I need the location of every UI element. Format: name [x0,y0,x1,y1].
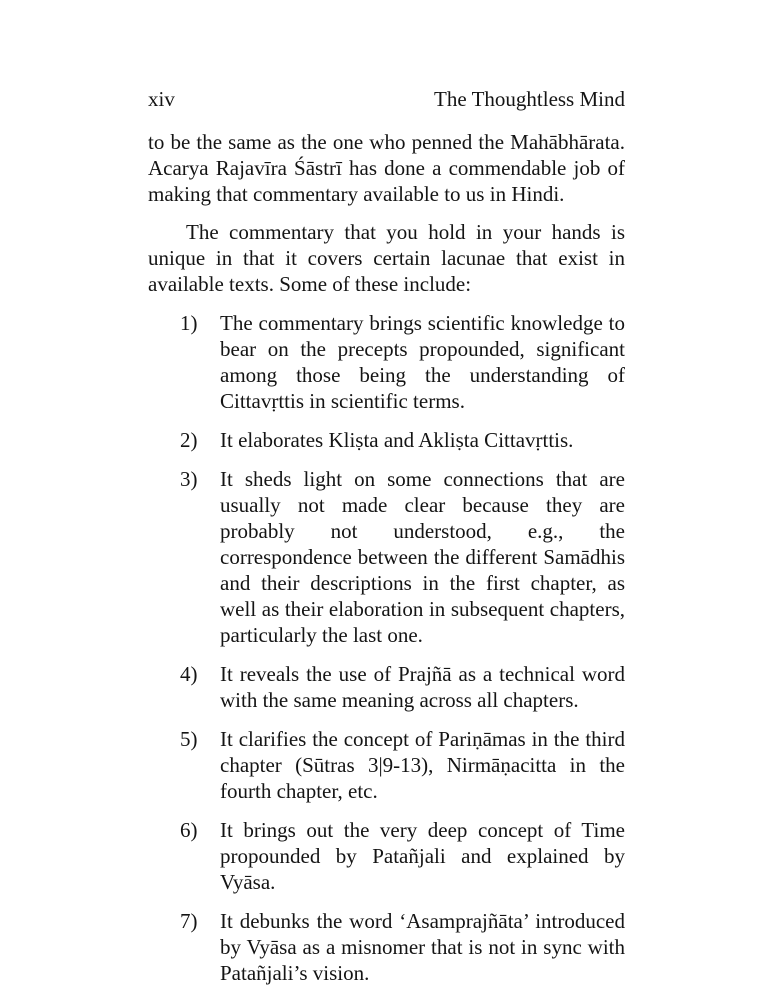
list-item [148,427,625,453]
list-item-text: It debunks the word ‘Asamprajñāta’ introduced by Vyāsa as a misnomer that is not in sync with Patañjali’s vision. [220,909,625,985]
numbered-list [148,310,625,986]
list-item-number: 6) [180,818,198,842]
page-body [148,129,625,986]
running-title: The Thoughtless Mind [434,87,625,111]
list-item [148,661,625,713]
list-item-text: It reveals the use of Prajñā as a technical word with the same meaning across all chapters. [220,662,625,712]
list-item-number: 5) [180,727,198,751]
paragraph-continuation: to be the same as the one who penned the Mahābhārata. Acarya Rajavīra Śāstrī has done a commendable job of making that commentary available to us in Hindi. [148,130,625,206]
list-item-number: 4) [180,662,198,686]
list-item-number: 2) [180,428,198,452]
running-header [148,86,625,112]
list-item-number: 1) [180,311,198,335]
list-item-number: 3) [180,467,198,491]
list-item-text: It brings out the very deep concept of Time propounded by Patañjali and explained by Vyāsa. [220,818,625,894]
list-item-text: It clarifies the concept of Pariṇāmas in the third chapter (Sūtras 3|9-13), Nirmāṇacitta in the fourth chapter, etc. [220,727,625,803]
list-item-text: The commentary brings scientific knowledge to bear on the precepts propounded, significant among those being the understanding of Cittavṛttis in scientific terms. [220,311,625,413]
list-item [148,466,625,648]
list-item [148,817,625,895]
list-item-text: It sheds light on some connections that are usually not made clear because they are probably not understood, e.g., the correspondence between the different Samādhis and their descriptions in the first chapter, as well as their elaboration in subsequent chapters, particularly the last one. [220,467,625,647]
page-number: xiv [148,87,175,111]
list-item [148,908,625,986]
list-item-text: It elaborates Kliṣta and Akliṣta Cittavṛttis. [220,428,574,452]
list-item [148,726,625,804]
list-item-number: 7) [180,909,198,933]
paragraph-intro: The commentary that you hold in your hands is unique in that it covers certain lacunae that exist in available texts. Some of these include: [148,220,625,296]
list-item [148,310,625,414]
